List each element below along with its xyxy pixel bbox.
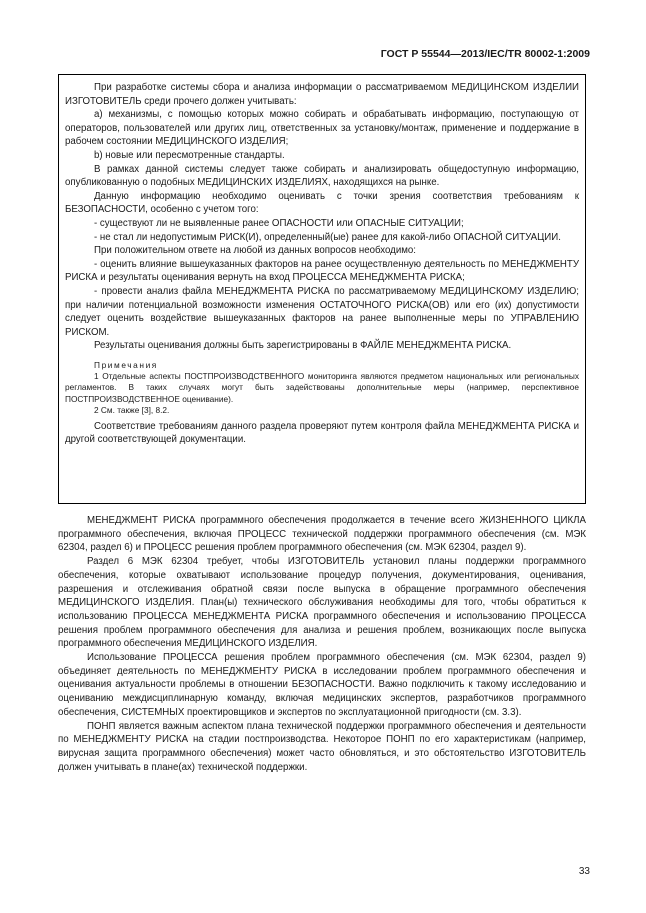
body-paragraph: ПОНП является важным аспектом плана технической поддержки программного обеспечения и деятельности по МЕНЕДЖМЕНТУ РИСКА на стадии постпроизводства. Некоторое ПОНП по его характеристикам (например, вирусная защита программного обеспечения) может часто обновляться, и это обстоятельство ИЗГОТОВИТЕЛЬ должен учитывать в плане(ах) технической поддержки. (58, 720, 586, 773)
requirements-frame (58, 74, 586, 504)
box-paragraph: b) новые или пересмотренные стандарты. (94, 149, 285, 161)
body-paragraph: Использование ПРОЦЕССА решения проблем программного обеспечения (см. МЭК 62304, раздел 9) объединяет деятельность по МЕНЕДЖМЕНТУ РИСКА в исследовании проблем программного обеспечения и оценивания актуальности проблемы в отношении БЕЗОПАСНОСТИ. Важно подключить к такому исследованию и оцениванию междисциплинарную команду, включая медицинских экспертов, разработчиков программного обеспечения, СИСТЕМНЫХ проектировщиков и экспертов по эксплуатационной пригодности (см. 3.3). (58, 652, 586, 718)
body-paragraph: МЕНЕДЖМЕНТ РИСКА программного обеспечения продолжается в течение всего ЖИЗНЕННОГО ЦИКЛА программного обеспечения, включая ПРОЦЕСС технической поддержки программного обеспечения (см. МЭК 62304, раздел 6) и ПРОЦЕСС решения проблем программного обеспечения (см. МЭК 62304, раздел 9). (58, 515, 586, 554)
body-paragraph: Раздел 6 МЭК 62304 требует, чтобы ИЗГОТОВИТЕЛЬ установил планы поддержки программного обеспечения, которые охватывают использование процедур получения, документирования, оценивания, разрешения и отслеживания обратной связи после выпуска в обращение программного обеспечения МЕДИЦИНСКОГО ИЗДЕЛИЯ. План(ы) технического обслуживания необходимы для того, чтобы обратиться к использованию ПРОЦЕССА МЕНЕДЖМЕНТА РИСКА программного обеспечения и использованию ПРОЦЕССА решения проблем программного обеспечения для анализа и решения проблем, возникающих после выпуска программного обеспечения МЕДИЦИНСКОГО ИЗДЕЛИЯ. (58, 556, 586, 650)
box-paragraph: Данную информацию необходимо оценивать с точки зрения соответствия требованиям к БЕЗОПАСНОСТИ, особенно с учетом того: (65, 190, 579, 216)
compliance-statement: Соответствие требованиям данного раздела проверяют путем контроля файла МЕНЕДЖМЕНТА РИСКА и другой соответствующей документации. (65, 420, 579, 446)
box-paragraph: - провести анализ файла МЕНЕДЖМЕНТА РИСКА по рассматриваемому МЕДИЦИНСКОМУ ИЗДЕЛИЮ; при наличии потенциальной возможности изменения ОСТАТОЧНОГО РИСКА(ОВ) или его (их) допустимости следует оценить воздействие вышеуказанных факторов на ранее выполненные меры по УПРАВЛЕНИЮ РИСКОМ. (65, 285, 579, 338)
note-item: 2 См. также [3], 8.2. (94, 405, 170, 416)
box-paragraph: - существуют ли не выявленные ранее ОПАСНОСТИ или ОПАСНЫЕ СИТУАЦИИ; (94, 217, 464, 229)
box-paragraph: В рамках данной системы следует также собирать и анализировать общедоступную информацию, опубликованную о подобных МЕДИЦИНСКИХ ИЗДЕЛИЯХ, находящихся на рынке. (65, 163, 579, 189)
box-paragraph: - оценить влияние вышеуказанных факторов на ранее осуществленную деятельность по МЕНЕДЖМЕНТУ РИСКА и результаты оценивания вернуть на вход ПРОЦЕССА МЕНЕДЖМЕНТА РИСКА; (65, 258, 579, 284)
box-paragraph: а) механизмы, с помощью которых можно собирать и обрабатывать информацию, поступающую от операторов, пользователей или других лиц, ответственных за установку/монтаж, применение и поддержание в рабочем состоянии МЕДИЦИНСКОГО ИЗДЕЛИЯ; (65, 109, 579, 148)
box-paragraph: Результаты оценивания должны быть зарегистрированы в ФАЙЛЕ МЕНЕДЖМЕНТА РИСКА. (94, 340, 512, 352)
box-paragraph: При разработке системы сбора и анализа информации о рассматриваемом МЕДИЦИНСКОМ ИЗДЕЛИИ ИЗГОТОВИТЕЛЬ среди прочего должен учитывать: (65, 82, 579, 107)
standard-designation: ГОСТ Р 55544—2013/IEC/TR 80002-1:2009 (380, 48, 590, 60)
box-paragraph: - не стал ли недопустимым РИСК(И), определенный(ые) ранее для какой-либо ОПАСНОЙ СИТУАЦИИ. (94, 231, 561, 243)
main-text (58, 514, 586, 774)
box-paragraph: При положительном ответе на любой из данных вопросов необходимо: (94, 245, 416, 257)
notes-heading: Примечания (94, 359, 158, 370)
page-number: 33 (578, 866, 590, 877)
note-item: 1 Отдельные аспекты ПОСТПРОИЗВОДСТВЕННОГО мониторинга являются предметом национальных или региональных регламентов. В таких случаях могут быть задействованы дополнительные меры (например, перспективное ПОСТПРОИЗВОДСТВЕННОЕ оценивание). (65, 370, 579, 404)
